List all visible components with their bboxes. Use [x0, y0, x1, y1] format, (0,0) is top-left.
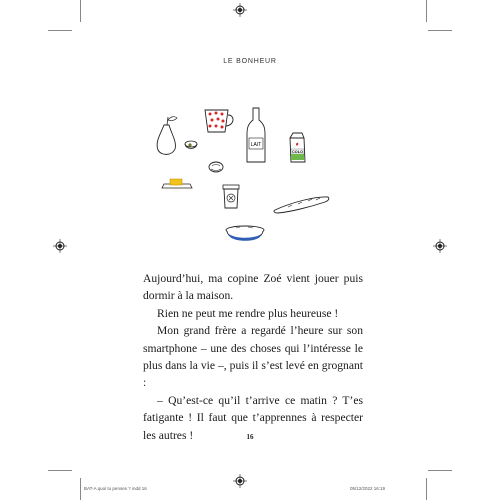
paragraph-3: Mon grand frère a regardé l’heure sur son smartphone – une des choses qui l’intéresse le plus dans la vie –, puis il s’est levé en grognant : — [143, 324, 363, 390]
baguette-icon — [274, 197, 329, 213]
jar-icon — [223, 185, 239, 208]
polka-dot-cup-icon — [205, 110, 233, 132]
pear-icon — [157, 117, 177, 155]
crop-mark — [426, 478, 427, 500]
crop-mark — [428, 470, 452, 471]
milk-label: LAIT — [250, 142, 262, 148]
crop-mark — [48, 30, 72, 31]
crop-mark — [80, 0, 81, 22]
registration-mark-top — [233, 3, 247, 17]
paragraph-1: Aujourd’hui, ma copine Zoé vient jouer puis dormir à la maison. — [143, 272, 363, 303]
page-number: 16 — [246, 433, 254, 441]
juice-label: COLO — [292, 150, 303, 154]
butter-icon — [162, 179, 192, 188]
running-head: LE BONHEUR — [223, 58, 277, 65]
juice-carton-icon — [290, 133, 305, 162]
crop-mark — [48, 470, 72, 471]
slug-right: 05/12/2022 16:19 — [350, 486, 386, 491]
paragraph-2: Rien ne peut me rendre plus heureuse ! — [157, 306, 339, 320]
breakfast-illustration — [150, 100, 330, 260]
slug-left: BAT-A quoi tu penses ? indd 16 — [84, 486, 147, 491]
cereal-bowl-icon — [226, 226, 264, 241]
registration-mark-bottom — [233, 474, 247, 488]
body-text — [143, 270, 363, 444]
registration-mark-right — [433, 239, 447, 253]
bowl-icon — [185, 141, 197, 149]
registration-mark-left — [53, 239, 67, 253]
crop-mark — [80, 478, 81, 500]
milk-bottle-icon — [247, 108, 265, 162]
crop-mark — [428, 30, 452, 31]
roll-icon — [209, 162, 223, 172]
crop-mark — [426, 0, 427, 22]
paragraph-4: – Qu’est-ce qu’il t’arrive ce matin ? T’es fatigante ! Il faut que t’apprennes à respecter les autres ! — [143, 393, 363, 442]
